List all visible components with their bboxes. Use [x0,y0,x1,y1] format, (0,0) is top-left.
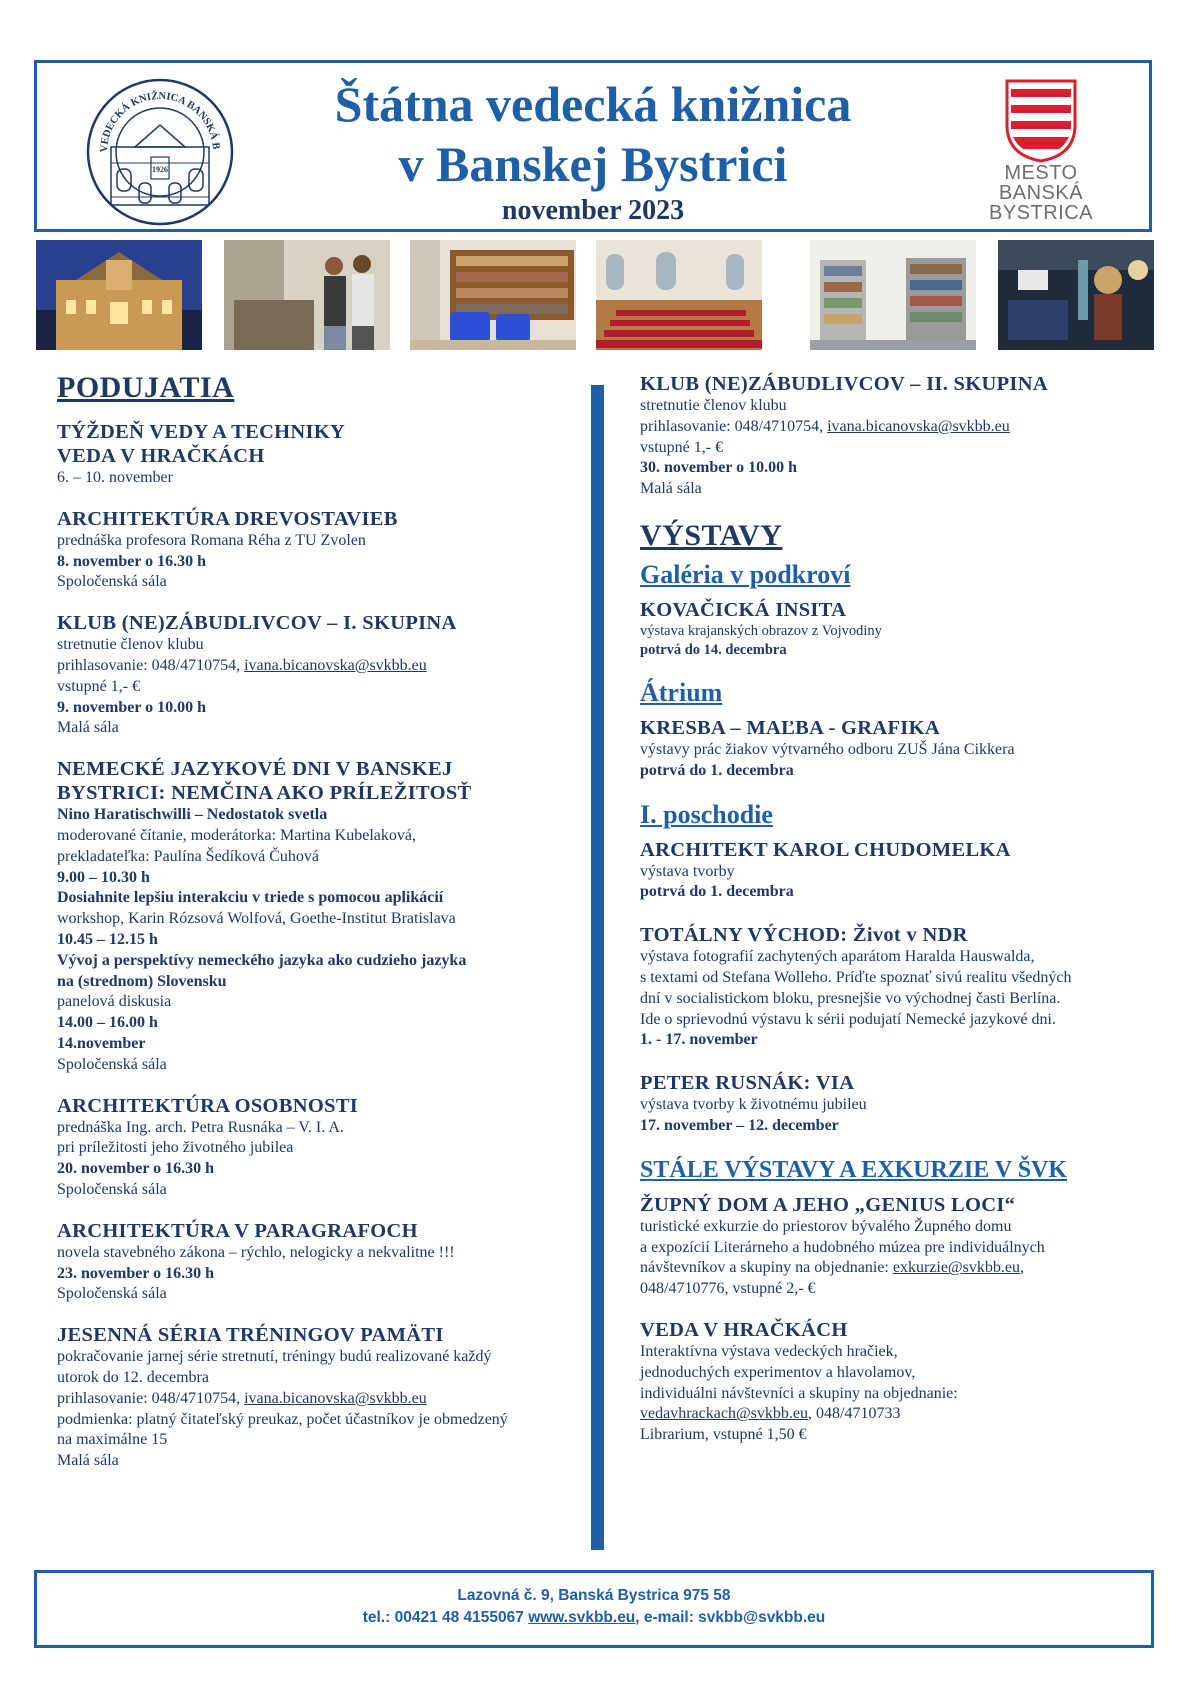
exhibition-duration: potrvá do 1. decembra [640,883,794,901]
event-time: 14.00 – 16.00 h [57,1014,158,1032]
event-title: VEDA V HRAČKÁCH [57,445,265,467]
event-fee: vstupné 1,- € [57,677,141,695]
event-desc: podmienka: platný čitateľský preukaz, počet účastníkov je obmedzený [57,1410,508,1428]
footer-contact [37,1607,1151,1629]
footer-box [34,1570,1154,1648]
event-place: Malá sála [640,480,702,498]
exhibition-desc: a expozícií Literárneho a hudobného múzea pre individuálnych [640,1238,1045,1256]
email-link[interactable]: ivana.bicanovska@svkbb.eu [827,417,1010,435]
exhibition-drawing-painting [640,716,1140,782]
event-desc: novela stavebného zákona – rýchlo, nelogicky a nekvalitne !!! [57,1243,455,1261]
event-architecture-paragraphs [57,1219,577,1305]
event-desc: pokračovanie jarnej série stretnutí, tréningy budú realizované každý [57,1348,492,1366]
exhibition-desc: turistické exkurzie do priestorov bývalého Župného domu [640,1217,1012,1235]
exhibition-desc: Interaktívna výstava vedeckých hračiek, [640,1342,898,1360]
event-title: BYSTRICI: NEMČINA AKO PRÍLEŽITOSŤ [57,782,472,805]
exhibition-title: ARCHITEKT KAROL CHUDOMELKA [640,838,1011,861]
exhibition-science-toys [640,1318,1140,1446]
event-title: ARCHITEKTÚRA DREVOSTAVIEB [57,507,398,530]
exhibition-contact [640,1258,1140,1279]
exhibitions-column [640,372,1140,1464]
exhibition-desc: výstava krajanských obrazov z Vojvodiny [640,622,882,639]
event-club-group2 [640,372,1140,500]
photo-lecture-hall [596,240,762,350]
subsection-first-floor: I. poschodie [640,799,773,829]
event-memory-training [57,1323,577,1472]
exhibition-fee: 048/4710776, vstupné 2,- € [640,1280,816,1298]
event-subtitle: Vývoj a perspektívy nemeckého jazyka ako cudzieho jazyka [57,951,467,969]
event-time: 10.45 – 12.15 h [57,930,158,948]
event-date: 30. november o 10.00 h [640,459,798,477]
city-name-line1: MESTO [1004,162,1078,184]
exhibition-rusnak-via [640,1071,1140,1137]
event-date: 23. november o 16.30 h [57,1264,215,1282]
email-link[interactable]: ivana.bicanovska@svkbb.eu [244,1389,427,1407]
seal-text: VEDECKÁ KNIŽNICA BANSKÁ B [98,90,222,153]
event-desc: na maximálne 15 [57,1431,168,1449]
event-desc: workshop, Karin Rózsová Wolfová, Goethe-Institut Bratislava [57,910,456,928]
exhibition-county-house [640,1193,1140,1300]
event-subtitle: Nino Haratischwilli – Nedostatok svetla [57,806,328,824]
event-subtitle: na (strednom) Slovensku [57,972,227,990]
section-title-events: PODUJATIA [57,371,235,404]
event-place: Spoločenská sála [57,1285,167,1303]
event-place: Spoločenská sála [57,1055,167,1073]
exhibition-desc: jednoduchých experimentov a hlavolamov, [640,1363,916,1381]
photo-strip [36,240,1154,350]
city-logo [951,79,1131,224]
event-date: 8. november o 16.30 h [57,552,207,570]
event-time: 9.00 – 10.30 h [57,868,150,886]
contact-phone: , 048/4710733 [808,1405,901,1423]
event-date: 14.november [57,1034,146,1052]
exhibition-title: ŽUPNÝ DOM A JEHO „GENIUS LOCI“ [640,1193,1016,1216]
email-link[interactable]: vedavhrackach@svkbb.eu [640,1405,808,1423]
event-desc: stretnutie členov klubu [57,636,204,654]
event-place: Spoločenská sála [57,1180,167,1198]
event-title: NEMECKÉ JAZYKOVÉ DNI V BANSKEJ [57,758,453,781]
city-name-line2: BANSKÁ BYSTRICA [988,182,1094,224]
exhibition-title: VEDA V HRAČKÁCH [640,1318,848,1341]
events-column [57,370,577,1490]
contact-comma: , [1019,1259,1024,1277]
event-club-group1 [57,611,577,739]
event-place: Spoločenská sála [57,573,167,591]
event-registration [57,656,577,677]
email-link[interactable]: ivana.bicanovska@svkbb.eu [244,656,427,674]
registration-label: prihlasovanie: 048/4710754, [640,417,828,435]
email-link[interactable]: exkurzie@svkbb.eu [892,1259,1020,1277]
contact-label: návštevníkov a skupiny na objednanie: [640,1259,893,1277]
exhibition-desc: dní v socialistickom bloku, presnejšie vo východnej časti Berlína. [640,989,1061,1007]
city-crest-icon [1005,79,1077,163]
exhibition-fee: Librarium, vstupné 1,50 € [640,1426,807,1444]
event-desc: moderované čítanie, moderátorka: Martina Kubelaková, [57,826,416,844]
footer-email: , e-mail: svkbb@svkbb.eu [635,1609,826,1626]
exhibition-duration: potrvá do 1. decembra [640,761,794,779]
exhibition-title: KOVAČICKÁ INSITA [640,598,847,621]
exhibition-desc: s textami od Stefana Wolleho. Príďte spoznať sivú realitu všedných [640,968,1072,986]
event-title: KLUB (NE)ZÁBUDLIVCOV – I. SKUPINA [57,612,457,635]
registration-label: prihlasovanie: 048/4710754, [57,1389,245,1407]
website-link[interactable]: www.svkbb.eu [528,1609,636,1626]
event-title: ARCHITEKTÚRA V PARAGRAFOCH [57,1219,418,1242]
photo-toy-exhibition [998,240,1154,350]
subsection-atrium: Átrium [640,677,723,707]
photo-visitors-desk [224,240,390,350]
exhibition-contact [640,1404,1140,1425]
event-title: ARCHITEKTÚRA OSOBNOSTI [57,1094,359,1117]
event-science-week [57,420,577,489]
exhibition-desc: výstavy prác žiakov výtvarného odboru ZUŠ Jána Cikkera [640,740,1015,758]
exhibition-total-east [640,923,1140,1051]
column-divider [591,385,604,1550]
event-wood-architecture [57,507,577,593]
photo-library-shelves [810,240,976,350]
subsection-gallery: Galéria v podkroví [640,559,851,589]
event-german-language-days [57,757,577,1075]
registration-label: prihlasovanie: 048/4710754, [57,656,245,674]
section-title-exhibitions: VÝSTAVY [640,518,783,552]
footer-phone: tel.: 00421 48 4155067 [362,1609,529,1626]
exhibition-duration: 1. - 17. november [640,1031,758,1049]
event-architecture-personality [57,1094,577,1201]
event-desc: prekladateľka: Paulína Šedíková Čuhová [57,847,319,865]
exhibition-chudomelka [640,838,1140,904]
event-place: Malá sála [57,1452,119,1470]
event-desc: prednáška Ing. arch. Petra Rusnáka – V. I. A. [57,1118,344,1136]
exhibition-title: TOTÁLNY VÝCHOD: Život v NDR [640,924,968,947]
event-date: 9. november o 10.00 h [57,698,207,716]
event-date: 6. – 10. november [57,469,173,486]
header-box [34,60,1152,232]
event-desc: prednáška profesora Romana Réha z TU Zvolen [57,531,366,549]
event-place: Malá sála [57,719,119,737]
event-registration [57,1389,577,1410]
exhibition-title: PETER RUSNÁK: VIA [640,1072,855,1095]
header-title-line2: v Banskej Bystrici [398,136,788,192]
event-fee: vstupné 1,- € [640,438,724,456]
exhibition-desc: výstava fotografií zachytených aparátom Haralda Hauswalda, [640,948,1035,966]
event-desc: stretnutie členov klubu [640,397,787,414]
header-title-line1: Štátna vedecká knižnica [334,76,852,132]
exhibition-desc: výstava tvorby k životnému jubileu [640,1096,867,1114]
exhibition-duration: potrvá do 14. decembra [640,641,787,658]
event-registration [640,417,1140,438]
photo-building-night [36,240,202,350]
event-desc: panelová diskusia [57,993,172,1011]
event-desc: pri príležitosti jeho životného jubilea [57,1139,294,1157]
subsection-permanent: STÁLE VÝSTAVY A EXKURZIE V ŠVK [640,1156,1068,1183]
header-month: november 2023 [501,195,685,226]
seal-year: 1926 [152,165,168,174]
event-date: 20. november o 16.30 h [57,1160,215,1178]
exhibition-desc: výstava tvorby [640,862,735,880]
exhibition-title: KRESBA – MAĽBA - GRAFIKA [640,716,940,739]
event-title: JESENNÁ SÉRIA TRÉNINGOV PAMÄTI [57,1324,444,1347]
event-desc: utorok do 12. decembra [57,1368,209,1386]
exhibition-duration: 17. november – 12. december [640,1116,839,1134]
event-title: KLUB (NE)ZÁBUDLIVCOV – II. SKUPINA [640,373,1048,395]
exhibition-desc: Ide o sprievodnú výstavu k sérii podujatí Nemecké jazykové dni. [640,1010,1056,1028]
exhibition-kovacica [640,598,1140,660]
photo-reading-room [410,240,576,350]
event-subtitle: Dosiahnite lepšiu interakciu v triede s pomocou aplikácií [57,889,444,907]
exhibition-desc: individuálni návštevníci a skupiny na objednanie: [640,1384,958,1402]
event-title: TÝŽDEŇ VEDY A TECHNIKY [57,421,346,443]
footer-address: Lazovná č. 9, Banská Bystrica 975 58 [457,1587,731,1604]
